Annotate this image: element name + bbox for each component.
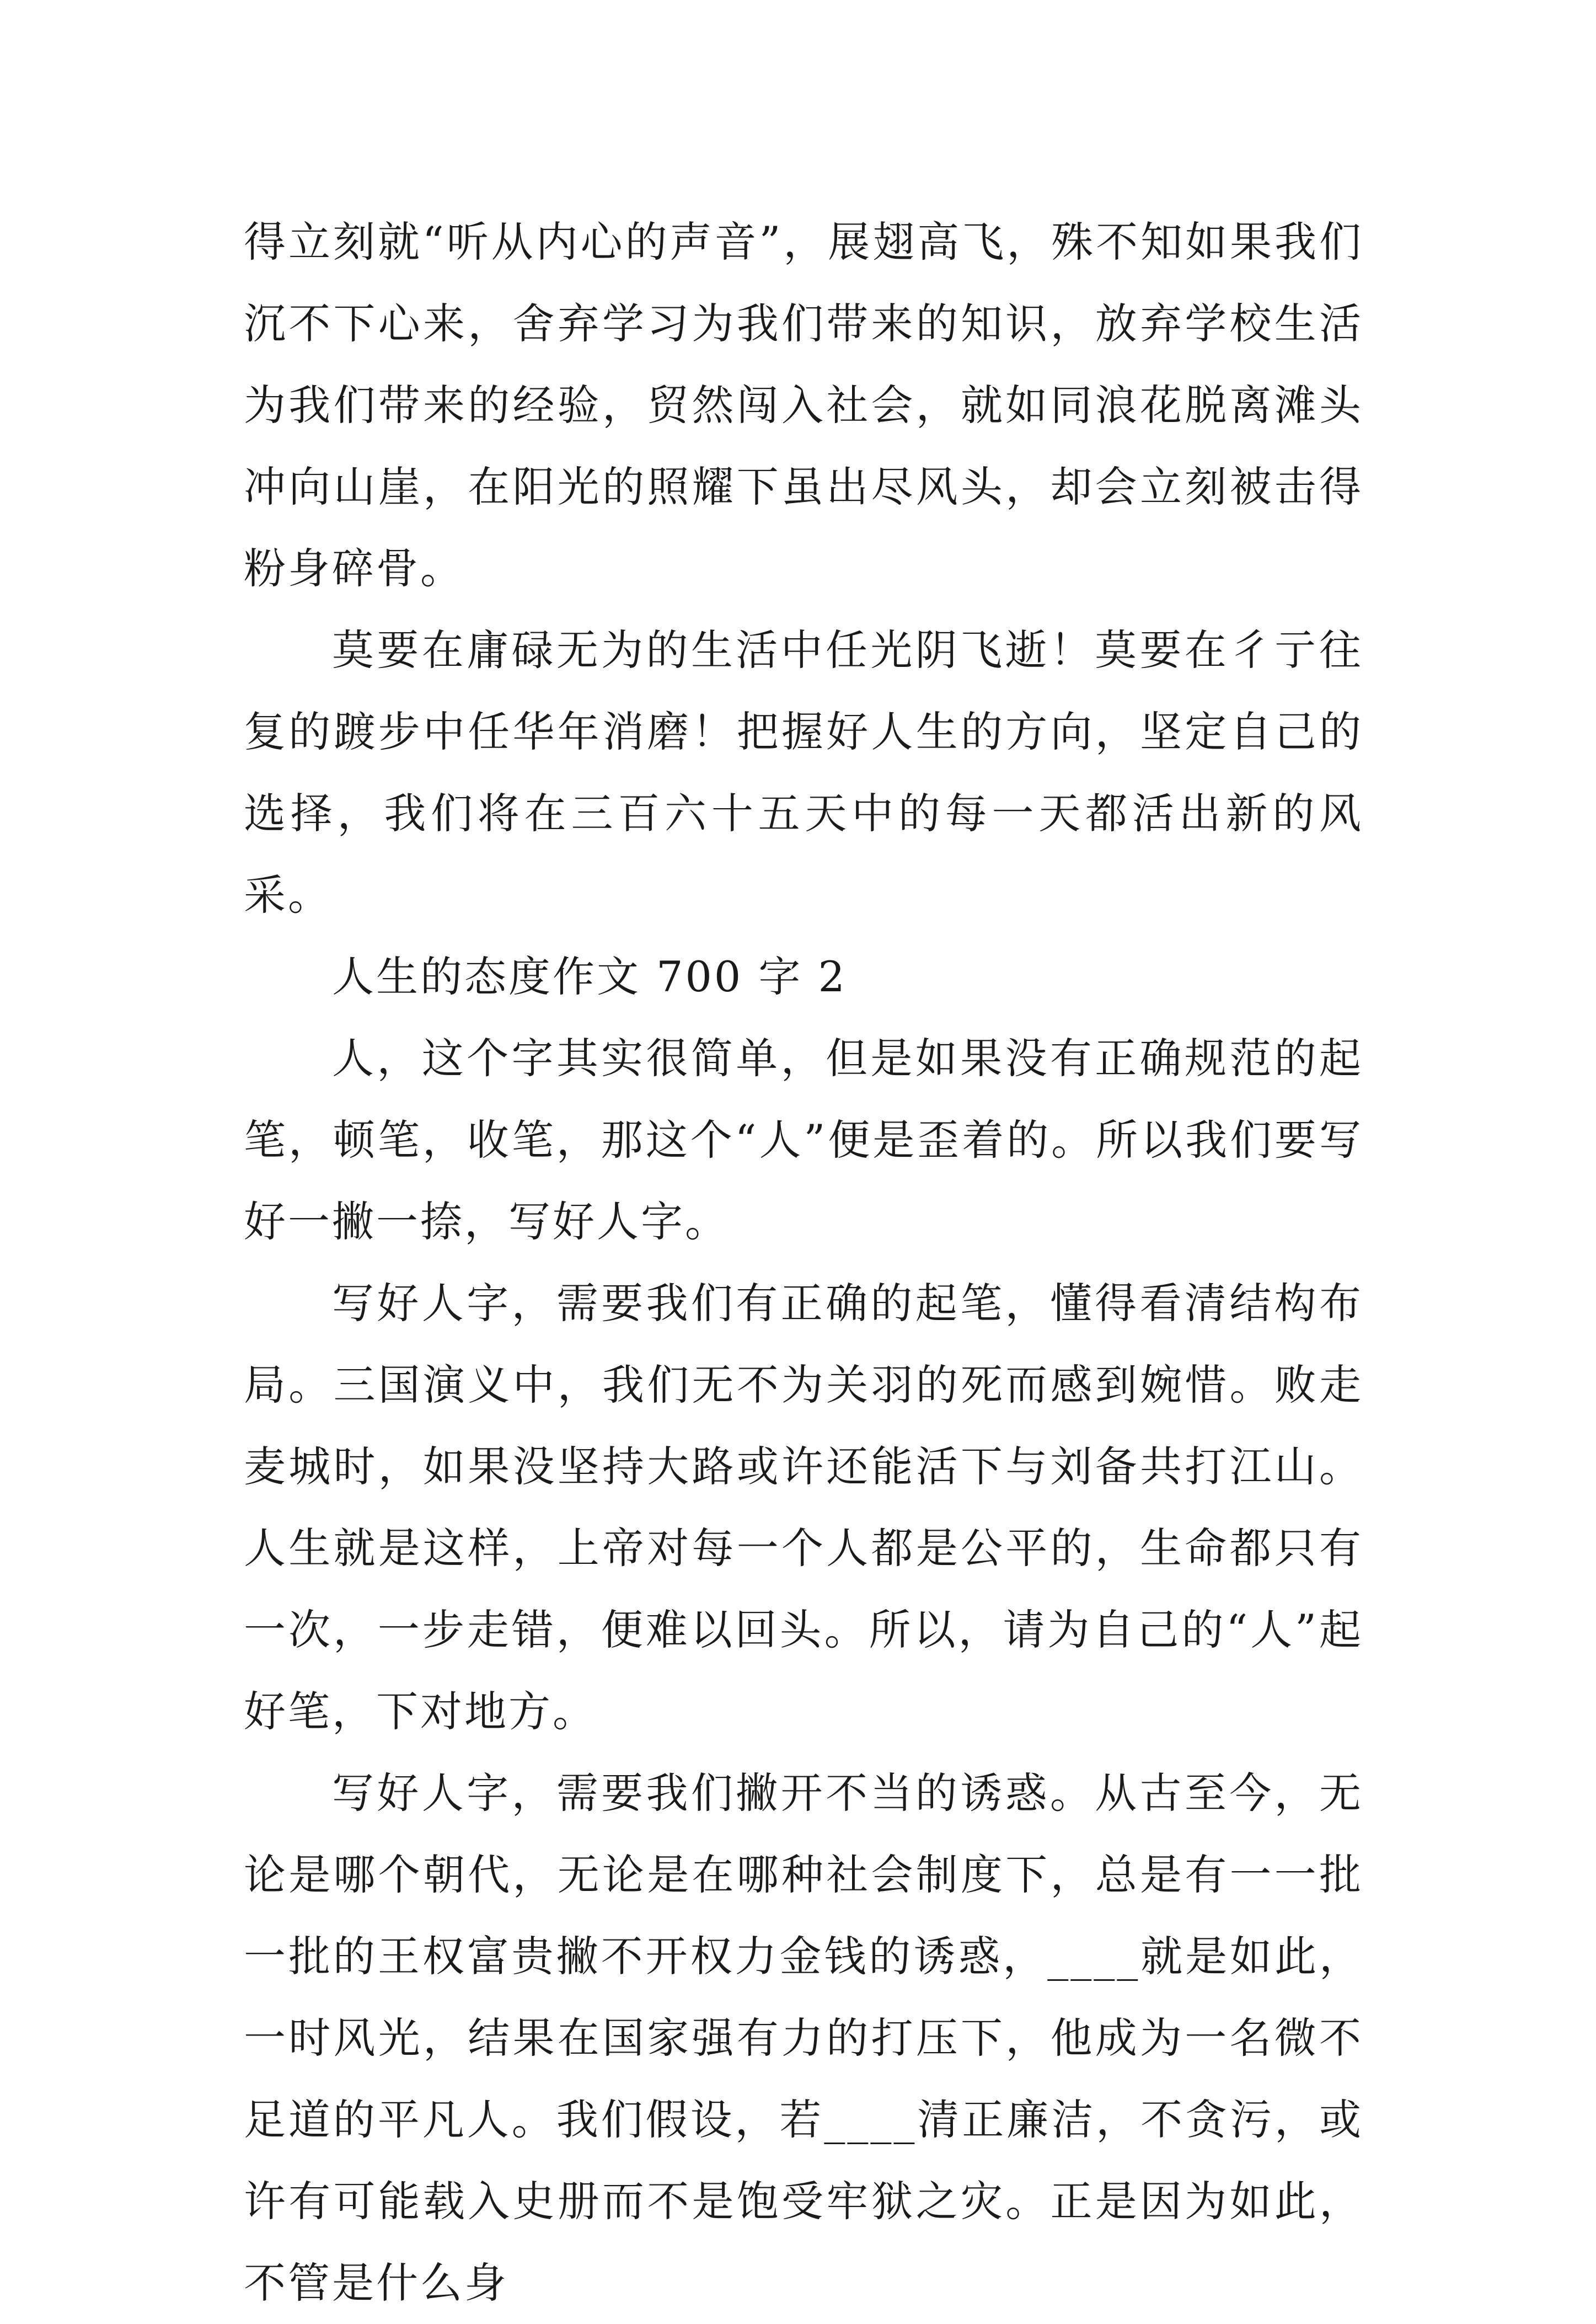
paragraph: 人，这个字其实很简单，但是如果没有正确规范的起笔，顿笔，收笔，那这个“人”便是歪着的。所以我们要写好一撇一捺，写好人字。: [244, 1034, 1363, 1246]
document-body: [244, 201, 1363, 2324]
paragraph: 写好人字，需要我们有正确的起笔，懂得看清结构布局。三国演义中，我们无不为关羽的死而感到婉惜。败走麦城时，如果没坚持大路或许还能活下与刘备共打江山。人生就是这样，上帝对每一个人都是公平的，生命都只有一次，一步走错，便难以回头。所以，请为自己的“人”起好笔，下对地方。: [244, 1279, 1363, 1736]
section-heading: 人生的态度作文 700 字 2: [332, 952, 847, 1001]
paragraph: 写好人字，需要我们撇开不当的诱惑。从古至今，无论是哪个朝代，无论是在哪种社会制度下，总是有一一批一批的王权富贵撇不开权力金钱的诱惑，____就是如此，一时风光，结果在国家强有力的打压下，他成为一名微不足道的平凡人。我们假设，若____清正廉洁，不贪污，或许有可能载入史册而不是饱受牢狱之灾。正是因为如此，不管是什么身: [244, 1769, 1363, 2307]
paragraph-continued: 得立刻就“听从内心的声音”，展翅高飞，殊不知如果我们沉不下心来，舍弃学习为我们带来的知识，放弃学校生活为我们带来的经验，贸然闯入社会，就如同浪花脱离滩头冲向山崖，在阳光的照耀下虽出尽风头，却会立刻被击得粉身碎骨。: [244, 217, 1363, 593]
paragraph: 莫要在庸碌无为的生活中任光阴飞逝！莫要在彳亍往复的踱步中任华年消磨！把握好人生的方向，坚定自己的选择，我们将在三百六十五天中的每一天都活出新的风采。: [244, 626, 1363, 920]
